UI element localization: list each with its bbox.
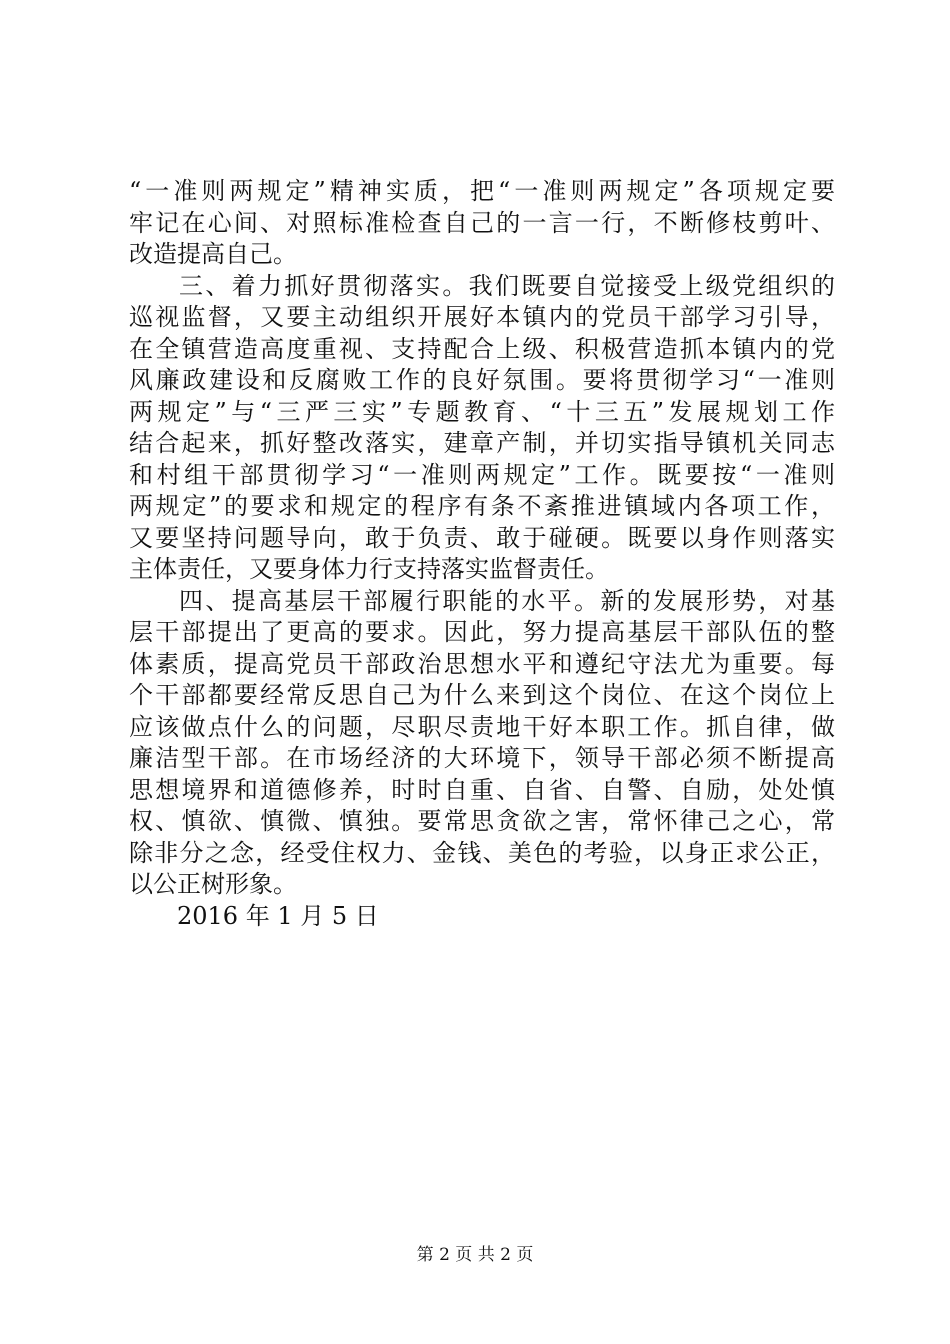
text-line: 和村组干部贯彻学习“一准则两规定”工作。既要按“一准则 <box>129 460 839 489</box>
text-line: 四、提高基层干部履行职能的水平。新的发展形势，对基 <box>179 586 838 615</box>
text-line: 体素质，提高党员干部政治思想水平和遵纪守法尤为重要。每 <box>129 649 838 678</box>
text-line: 两规定”的要求和规定的程序有条不紊推进镇域内各项工作， <box>129 492 838 520</box>
text-line: 又要坚持问题导向，敢于负责、敢于碰硬。既要以身作则落实 <box>129 523 838 552</box>
text-line: 廉洁型干部。在市场经济的大环境下，领导干部必须不断提高 <box>129 744 838 772</box>
text-line: 主体责任，又要身体力行支持落实监督责任。 <box>129 555 609 583</box>
text-line: 结合起来，抓好整改落实，建章产制，并切实指导镇机关同志 <box>129 429 838 457</box>
text-line: 权、慎欲、慎微、慎独。要常思贪欲之害，常怀律己之心，常 <box>129 807 838 835</box>
text-line: “一准则两规定”精神实质，把“一准则两规定”各项规定要 <box>129 177 840 205</box>
text-line: 以公正树形象。 <box>129 870 297 898</box>
text-line: 个干部都要经常反思自己为什么来到这个岗位、在这个岗位上 <box>129 681 838 709</box>
text-line: 应该做点什么的问题，尽职尽责地干好本职工作。抓自律，做 <box>129 712 838 741</box>
page-footer: 第 2 页 共 2 页 <box>416 1245 534 1265</box>
text-line: 层干部提出了更高的要求。因此，努力提高基层干部队伍的整 <box>129 618 838 646</box>
text-line: 思想境界和道德修养，时时自重、自省、自警、自励，处处慎 <box>129 775 838 804</box>
text-line: 两规定”与“三严三实”专题教育、“十三五”发展规划工作 <box>129 397 840 426</box>
document-date: 2016 年 1 月 5 日 <box>177 901 379 930</box>
text-line: 三、着力抓好贯彻落实。我们既要自觉接受上级党组织的 <box>179 271 838 300</box>
text-line: 除非分之念，经受住权力、金钱、美色的考验，以身正求公正， <box>129 838 837 867</box>
text-line: 巡视监督，又要主动组织开展好本镇内的党员干部学习引导， <box>129 303 838 331</box>
document-body <box>129 176 840 932</box>
text-line: 牢记在心间、对照标准检查自己的一言一行，不断修枝剪叶、 <box>129 208 838 237</box>
text-line: 改造提高自己。 <box>129 240 297 268</box>
paragraph-lines <box>129 176 840 901</box>
text-line: 风廉政建设和反腐败工作的良好氛围。要将贯彻学习“一准则 <box>129 366 838 394</box>
text-line: 在全镇营造高度重视、支持配合上级、积极营造抓本镇内的党 <box>129 334 838 363</box>
